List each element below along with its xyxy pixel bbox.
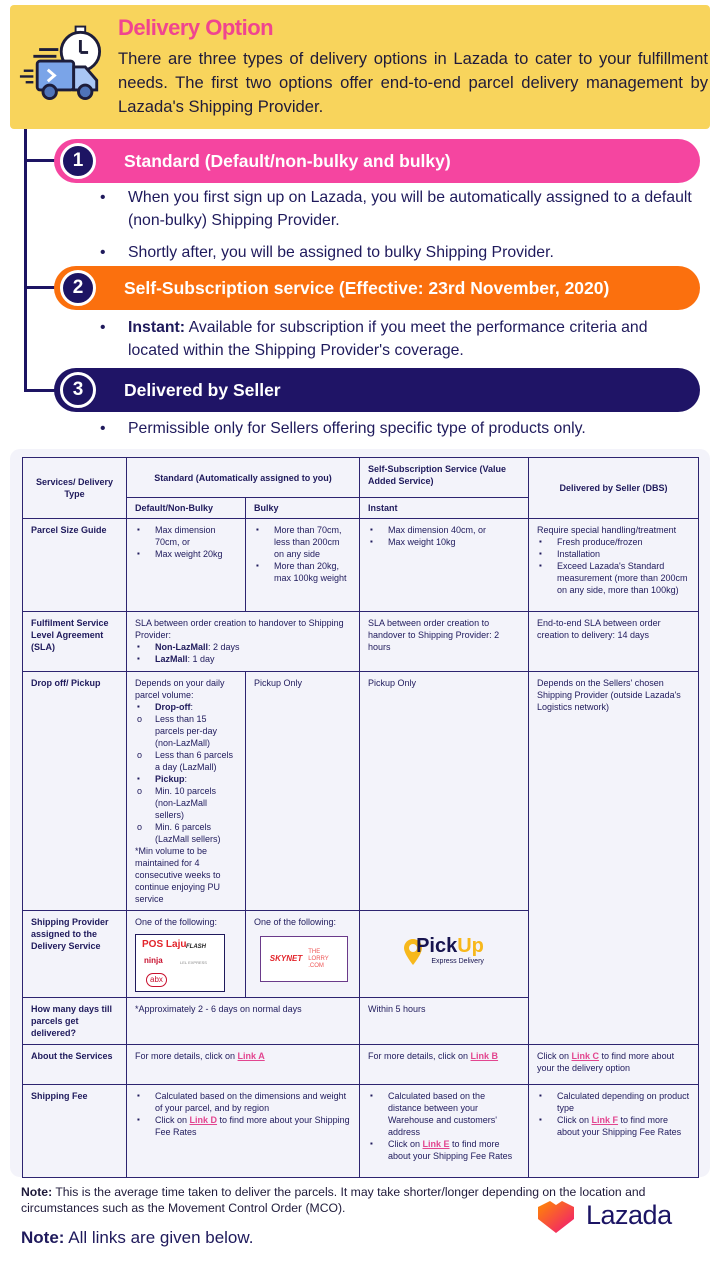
link-e[interactable]: Link E xyxy=(422,1139,450,1149)
link-f[interactable]: Link F xyxy=(591,1115,619,1125)
header-default-non-bulky: Default/Non-Bulky xyxy=(127,498,246,519)
option-dbs-bullets xyxy=(100,417,700,449)
option-delivered-by-seller-banner xyxy=(54,368,700,412)
page-title: Delivery Option xyxy=(118,15,274,40)
row-label: About the Services xyxy=(23,1045,127,1085)
links-note: Note: All links are given below. xyxy=(21,1228,254,1247)
bulky-provider-logos xyxy=(260,936,348,982)
lel-express-logo: LEL EXPRESS xyxy=(180,960,207,965)
bullet-item: • Permissible only for Sellers offering specific type of products only. xyxy=(100,417,700,440)
bullet-item: • Shortly after, you will be assigned to bulky Shipping Provider. xyxy=(100,241,700,264)
table-row-shipping-fee: Shipping Fee ▪ Calculated based on the dimensions and weight of your parcel, and by region ▪ Click on Link D to find more about your Shipping Fee Rates ▪ Calculated based on the distance between your Warehouse and customers' address ▪ Click on Link E to find more about your Shipping Fee Rates ▪ Calculated depending on product type ▪ Click on Link F to find more about your Shipping Fee Rates xyxy=(23,1085,699,1178)
link-c[interactable]: Link C xyxy=(571,1051,600,1061)
delivery-truck-clock-icon xyxy=(18,19,114,109)
option-standard-bullets xyxy=(100,186,700,273)
row-label: Drop off/ Pickup xyxy=(23,672,127,911)
row-label: Parcel Size Guide xyxy=(23,519,127,612)
option-number-badge: 2 xyxy=(60,270,96,306)
row-label: Fulfilment Service Level Agreement (SLA) xyxy=(23,612,127,672)
link-b[interactable]: Link B xyxy=(470,1051,499,1061)
option-number-badge: 3 xyxy=(60,372,96,408)
option-self-subscription-bullets xyxy=(100,316,700,371)
table-row-about-services: About the Services For more details, click on Link A For more details, click on Link B Click on Link C to find more about your the delivery option xyxy=(23,1045,699,1085)
bullet-item: • When you first sign up on Lazada, you will be automatically assigned to a default (non-bulky) Shipping Provider. xyxy=(100,186,700,232)
header-dbs: Delivered by Seller (DBS) xyxy=(529,458,699,519)
tree-connector-3 xyxy=(24,389,58,392)
link-a[interactable]: Link A xyxy=(237,1051,265,1061)
tree-connector-vertical xyxy=(24,129,27,392)
bullet-item: • Instant: Available for subscription if you meet the performance criteria and located within the Shipping Provider's coverage. xyxy=(100,316,700,362)
delivery-comparison-table xyxy=(22,457,699,1178)
option-title: Self-Subscription service (Effective: 23rd November, 2020) xyxy=(124,277,610,298)
standard-provider-logos xyxy=(135,934,225,992)
header-standard: Standard (Automatically assigned to you) xyxy=(127,458,360,498)
row-label: Shipping Fee xyxy=(23,1085,127,1178)
header-description: There are three types of delivery options in Lazada to cater to your fulfillment needs. The first two options offer end-to-end parcel delivery management by Lazada's Shipping Provider. xyxy=(118,49,708,116)
skynet-logo: SKYNET xyxy=(269,954,303,963)
tree-connector-2 xyxy=(24,286,58,289)
poslaju-logo: POS Laju xyxy=(142,939,187,950)
option-title: Standard (Default/non-bulky and bulky) xyxy=(124,150,451,171)
abx-logo: abx xyxy=(146,973,167,987)
pickup-express-logo: PickUp Express Delivery xyxy=(368,916,520,988)
flash-logo: FLASH xyxy=(186,944,206,950)
average-time-note: Note: This is the average time taken to deliver the parcels. It may take shorter/longer depending on the location and circumstances such as the Movement Control Order (MCO). xyxy=(21,1185,646,1215)
link-d[interactable]: Link D xyxy=(189,1115,218,1125)
row-label: Shipping Provider assigned to the Delivery Service xyxy=(23,911,127,998)
header-services: Services/ Delivery Type xyxy=(23,458,127,519)
thelorry-logo: THE LORRY .COM xyxy=(308,948,329,969)
header-bulky: Bulky xyxy=(246,498,360,519)
table-row-sla: Fulfilment Service Level Agreement (SLA) SLA between order creation to handover to Shipping Provider: ▪ Non-LazMall: 2 days ▪ LazMall: 1 day SLA between order creation to handover to Shipping Provider: 2 hours End-to-end SLA between order creation to delivery: 14 days xyxy=(23,612,699,672)
lazada-wordmark: Lazada xyxy=(586,1199,672,1230)
tree-connector-1 xyxy=(24,159,58,162)
header-self-subscription: Self-Subscription Service (Value Added Service) xyxy=(360,458,529,498)
row-label: How many days till parcels get delivered? xyxy=(23,998,127,1045)
option-number-badge: 1 xyxy=(60,143,96,179)
header-banner xyxy=(10,5,710,129)
lazada-logo xyxy=(536,1195,672,1235)
option-self-subscription-banner xyxy=(54,266,700,310)
table-row-delivery-days: How many days till parcels get delivered? *Approximately 2 - 6 days on normal days Within 5 hours xyxy=(23,998,699,1045)
table-row-drop-off-pickup: Drop off/ Pickup Depends on your daily parcel volume: ▪ Drop-off: o Less than 15 parcels per-day (non-LazMall) o Less than 6 parcels a day (LazMall) ▪ Pickup: o Min. 10 parcels (non-LazMall sellers) o Min. 6 parcels (LazMall sellers) *Min volume to be maintained for 4 consecutive weeks to continue enjoying PU service Pickup Only Pickup Only Depends on the Sellers' chosen Shipping Provider (outside Lazada's Logistics network) xyxy=(23,672,699,911)
lazada-heart-icon xyxy=(536,1195,576,1235)
option-title: Delivered by Seller xyxy=(124,379,281,400)
option-standard-banner xyxy=(54,139,700,183)
header-instant: Instant xyxy=(360,498,529,519)
table-row-parcel-size: Parcel Size Guide ▪ Max dimension 70cm, or ▪ Max weight 20kg ▪ More than 70cm, less than 200cm on any side ▪ More than 20kg, max 100kg weight ▪ Max dimension 40cm, or ▪ Max weight 10kg Require special handling/treatment ▪ Fresh produce/frozen ▪ Installation ▪ Exceed Lazada's Standard measurement (more than 200cm on any side, more than 100kg) xyxy=(23,519,699,612)
ninja-logo: ninja xyxy=(144,956,163,965)
table-row-shipping-provider: Shipping Provider assigned to the Delivery Service One of the following: POS Laju FLASH ninja LEL EXPRESS abx One of the following: SKYNET THE LORRY .COM PickUp Express Delivery xyxy=(23,911,699,998)
